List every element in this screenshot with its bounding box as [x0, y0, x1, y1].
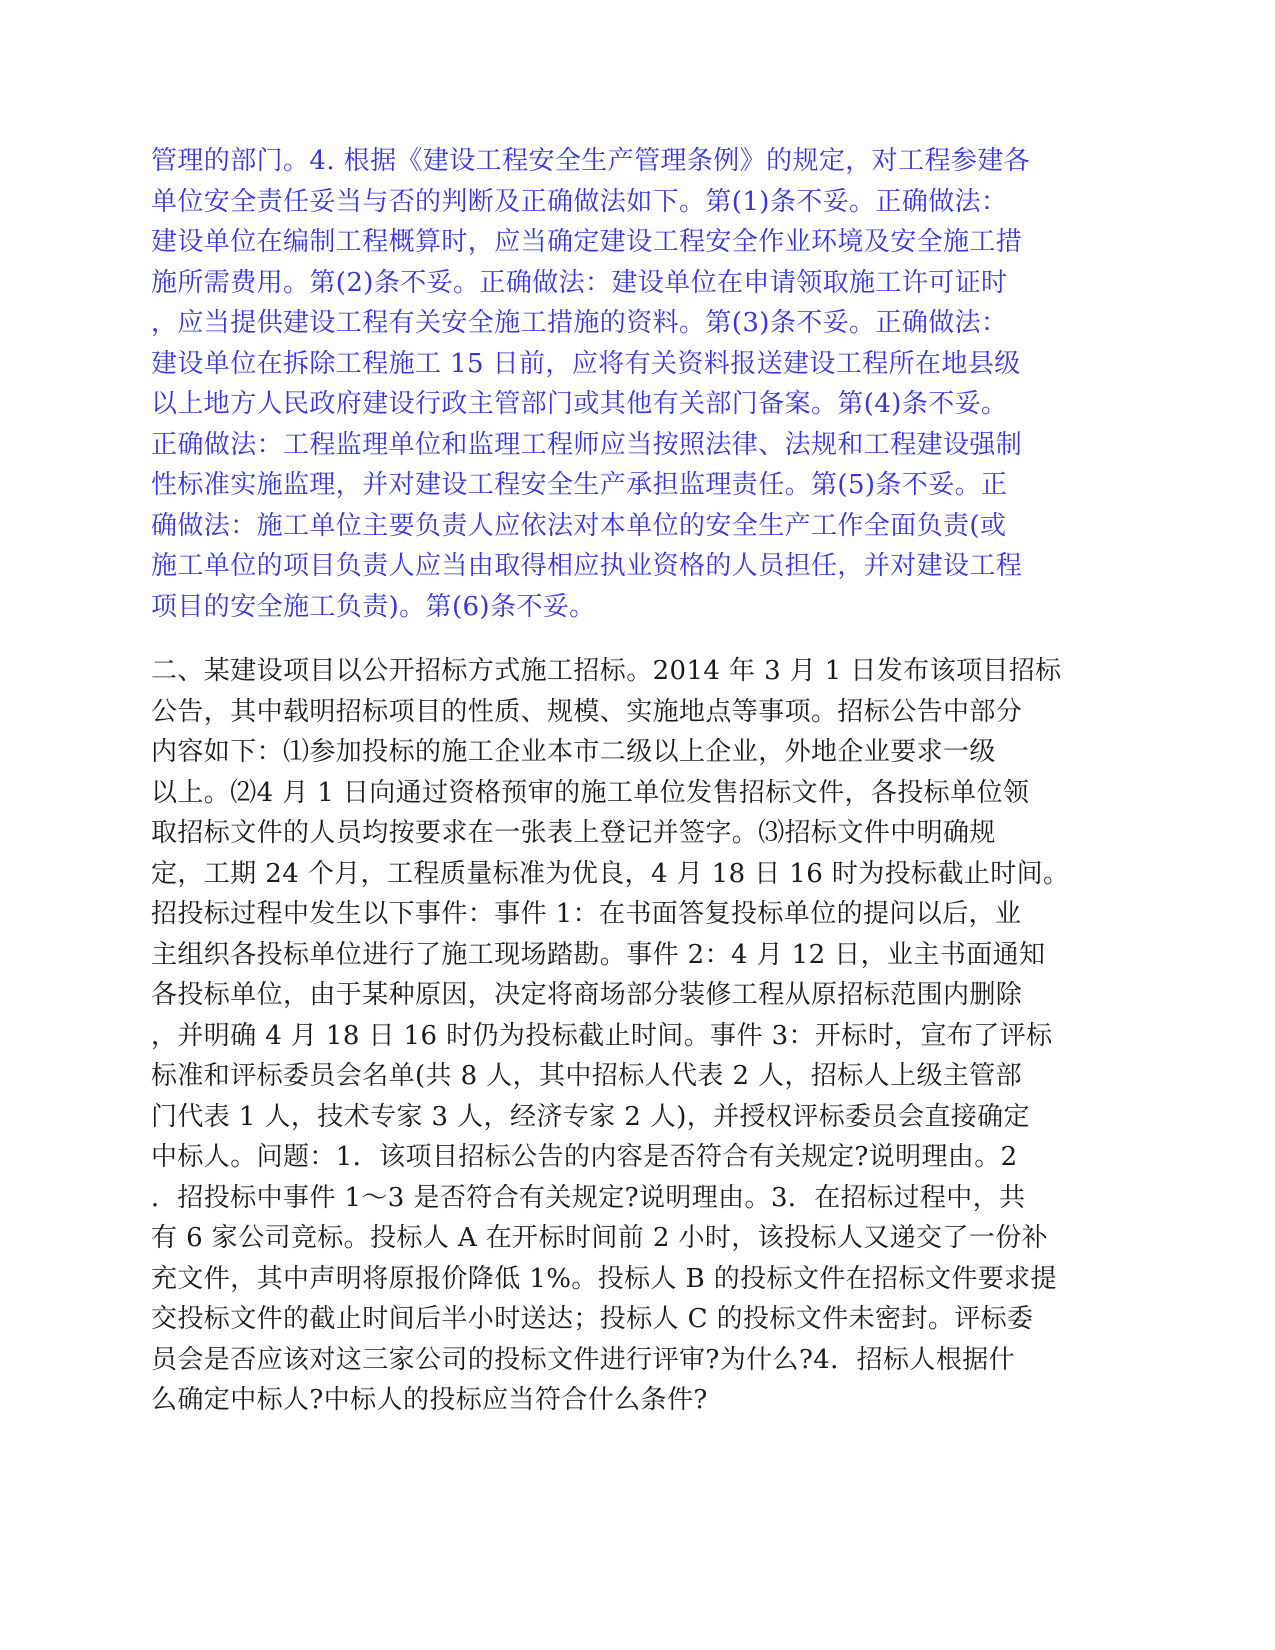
- text-line: 以上。⑵4 月 1 日向通过资格预审的施工单位发售招标文件，各投标单位领: [151, 777, 1030, 808]
- text-line: 门代表 1 人，技术专家 3 人，经济专家 2 人)，并授权评标委员会直接确定: [151, 1101, 1030, 1132]
- text-line: 性标准实施监理，并对建设工程安全生产承担监理责任。第(5)条不妥。正: [151, 470, 1008, 500]
- question-section: [151, 651, 1121, 1421]
- text-line: 确做法：施工单位主要负责人应依法对本单位的安全生产工作全面负责(或: [151, 510, 1007, 541]
- text-line: 取招标文件的人员均按要求在一张表上登记并签字。⑶招标文件中明确规: [151, 818, 996, 848]
- text-line: 内容如下：⑴参加投标的施工企业本市二级以上企业，外地企业要求一级: [151, 737, 996, 767]
- text-line: 么确定中标人?中标人的投标应当符合什么条件?: [151, 1385, 708, 1415]
- text-line: 有 6 家公司竞标。投标人 A 在开标时间前 2 小时，该投标人又递交了一份补: [151, 1223, 1049, 1253]
- text-line: 以上地方人民政府建设行政主管部门或其他有关部门备案。第(4)条不妥。: [151, 389, 1008, 419]
- text-line: 标准和评标委员会名单(共 8 人，其中招标人代表 2 人，招标人上级主管部: [151, 1061, 1023, 1091]
- text-line: 交投标文件的截止时间后半小时送达；投标人 C 的投标文件未密封。评标委: [151, 1304, 1034, 1334]
- text-line: 管理的部门。4. 根据《建设工程安全生产管理条例》的规定，对工程参建各: [151, 146, 1031, 176]
- text-line: 定，工期 24 个月，工程质量标准为优良，4 月 18 日 16 时为投标截止时间。: [151, 858, 1070, 889]
- text-line: 充文件，其中声明将原报价降低 1%。投标人 B 的投标文件在招标文件要求提: [151, 1263, 1057, 1294]
- text-line: 施所需费用。第(2)条不妥。正确做法：建设单位在申请领取施工许可证时: [151, 267, 1008, 298]
- text-line: 建设单位在编制工程概算时，应当确定建设工程安全作业环境及安全施工措: [151, 227, 1023, 257]
- text-line: 招投标过程中发生以下事件：事件 1：在书面答复投标单位的提问以后，业: [151, 899, 1022, 929]
- text-line: ，并明确 4 月 18 日 16 时仍为投标截止时间。事件 3：开标时，宣布了评标: [151, 1020, 1053, 1051]
- answer-section: [151, 141, 1121, 627]
- text-line: 主组织各投标单位进行了施工现场踏勘。事件 2：4 月 12 日，业主书面通知: [151, 939, 1046, 970]
- text-line: 建设单位在拆除工程施工 15 日前，应将有关资料报送建设工程所在地县级: [151, 348, 1021, 379]
- text-line: ，应当提供建设工程有关安全施工措施的资料。第(3)条不妥。正确做法：: [151, 308, 1008, 338]
- text-line: 各投标单位，由于某种原因，决定将商场部分装修工程从原招标范围内删除: [151, 980, 1023, 1010]
- text-line: 公告，其中载明招标项目的性质、规模、实施地点等事项。招标公告中部分: [151, 696, 1023, 727]
- text-line: 员会是否应该对这三家公司的投标文件进行评审?为什么?4．招标人根据什: [151, 1344, 1016, 1375]
- text-line: 中标人。问题：1．该项目招标公告的内容是否符合有关规定?说明理由。2: [151, 1142, 1018, 1172]
- text-line: 单位安全责任妥当与否的判断及正确做法如下。第(1)条不妥。正确做法：: [151, 186, 1008, 217]
- text-line: 二、某建设项目以公开招标方式施工招标。2014 年 3 月 1 日发布该项目招标: [151, 656, 1062, 686]
- text-line: 项目的安全施工负责)。第(6)条不妥。: [151, 591, 596, 622]
- text-line: ．招投标中事件 1～3 是否符合有关规定?说明理由。3．在招标过程中，共: [151, 1182, 1026, 1213]
- text-line: 施工单位的项目负责人应当由取得相应执业资格的人员担任，并对建设工程: [151, 551, 1023, 581]
- text-line: 正确做法：工程监理单位和监理工程师应当按照法律、法规和工程建设强制: [151, 429, 1023, 460]
